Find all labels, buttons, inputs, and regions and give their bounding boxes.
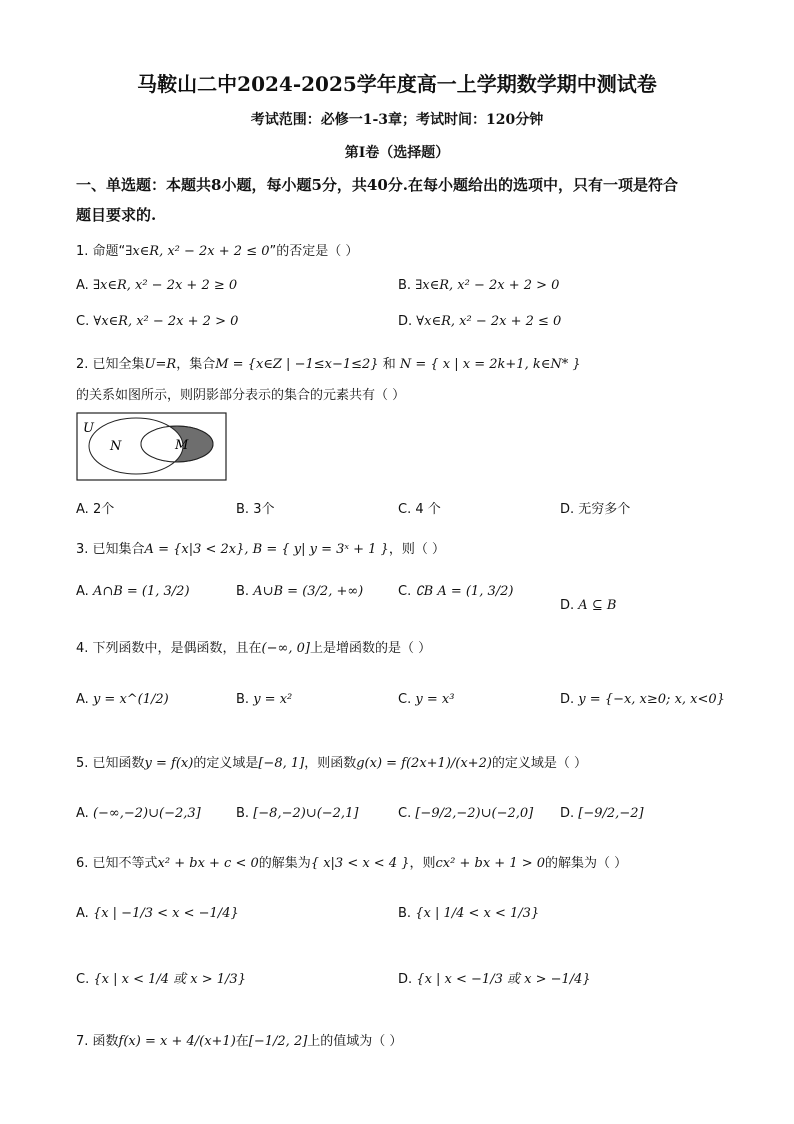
q6-option-a[interactable] <box>76 906 239 921</box>
q6-option-d[interactable] <box>398 968 591 987</box>
option-text: 2个 <box>92 502 115 517</box>
option-math: [−9/2,−2)∪(−2,0] <box>415 806 534 821</box>
option-label: B. <box>236 806 250 821</box>
q3-math: A = {x|3 < 2x}, B = { y| y = 3ˣ + 1 } <box>144 542 389 557</box>
q5-option-d[interactable] <box>560 806 644 821</box>
option-label: A. <box>76 502 89 517</box>
q3-option-d[interactable] <box>560 598 616 613</box>
venn-label-m: M <box>175 438 189 453</box>
q3-option-a[interactable] <box>76 584 190 599</box>
q5-option-a[interactable] <box>76 806 201 821</box>
q5-domain-math: [−8, 1] <box>258 756 305 771</box>
q6-text-b: 的解集为 <box>258 856 311 871</box>
q2-text-c: 和 <box>382 357 396 372</box>
q2-option-b[interactable] <box>236 498 274 517</box>
option-label: D. <box>560 502 575 517</box>
q5-text-d: 的定义域是（ ） <box>491 756 588 771</box>
option-label: B. <box>236 502 250 517</box>
option-math: A ⊆ B <box>578 598 617 613</box>
option-label: D. <box>560 806 575 821</box>
q2-text-b: ，集合 <box>176 357 216 372</box>
venn-label-u: U <box>83 421 94 436</box>
question-2-stem-line2: 的关系如图所示，则阴影部分表示的集合的元素共有（ ） <box>76 388 406 403</box>
q2-option-c[interactable] <box>398 498 441 517</box>
option-label: B. <box>236 692 250 707</box>
q6-ineq2-math: cx² + bx + 1 > 0 <box>435 856 546 871</box>
q5-g-math: g(x) = f(2x+1)/(x+2) <box>356 756 492 771</box>
q6-text-d: 的解集为（ ） <box>545 856 628 871</box>
exam-title: 马鞍山二中2024-2025学年度高一上学期数学期中测试卷 <box>137 72 657 96</box>
q4-option-a[interactable] <box>76 692 169 707</box>
q4-option-b[interactable] <box>236 692 292 707</box>
option-math: ∀x∈R, x² − 2x + 2 ≤ 0 <box>416 314 562 329</box>
option-label: B. <box>398 906 412 921</box>
q7-text-c: 上的值域为（ ） <box>307 1034 403 1049</box>
option-label: A. <box>76 906 89 921</box>
option-label: D. <box>560 692 575 707</box>
q7-f-math: f(x) = x + 4/(x+1) <box>118 1034 236 1049</box>
option-math: [−8,−2)∪(−2,1] <box>253 806 359 821</box>
q6-ineq-math: x² + bx + c < 0 <box>157 856 259 871</box>
option-math: y = x^(1/2) <box>92 692 169 707</box>
q2-set-m-math: M = {x∈Z | −1≤x−1≤2} <box>215 357 379 372</box>
section-heading-line2: 题目要求的. <box>76 206 157 224</box>
option-math: y = {−x, x≥0; x, x<0} <box>578 692 725 707</box>
option-math: y = x² <box>253 692 293 707</box>
question-1-stem <box>76 240 358 259</box>
question-4-stem <box>76 637 431 656</box>
option-label: C. <box>398 584 412 599</box>
q4-option-c[interactable] <box>398 692 454 707</box>
option-text: 无穷多个 <box>578 502 631 517</box>
venn-label-n: N <box>110 439 122 454</box>
q2-set-n-math: N = { x | x = 2k+1, k∈N* } <box>399 357 581 372</box>
q2-text-a: 2. 已知全集 <box>76 357 145 372</box>
q1-math: ∃x∈R, x² − 2x + 2 ≤ 0 <box>125 244 270 259</box>
option-math: (−∞,−2)∪(−2,3] <box>92 806 201 821</box>
q1-option-a[interactable] <box>76 278 237 293</box>
q5-f-math: y = f(x) <box>144 756 194 771</box>
exam-part: 第Ⅰ卷（选择题） <box>344 145 450 161</box>
q2-universe-math: U=R <box>144 357 177 372</box>
option-math: {x | x < −1/3 或 x > −1/4} <box>416 972 591 987</box>
option-text: 4 个 <box>415 502 441 517</box>
option-label: D. <box>560 598 575 613</box>
q1-option-c[interactable] <box>76 314 238 329</box>
option-label: C. <box>76 314 90 329</box>
q2-option-d[interactable] <box>560 498 630 517</box>
q6-option-b[interactable] <box>398 906 539 921</box>
q5-text-c: ，则函数 <box>304 756 357 771</box>
q1-option-d[interactable] <box>398 314 561 329</box>
question-7-stem <box>76 1030 402 1049</box>
option-label: D. <box>398 972 413 987</box>
option-label: C. <box>398 692 412 707</box>
q5-text-b: 的定义域是 <box>193 756 259 771</box>
option-math: ∁B A = (1, 3/2) <box>415 584 514 599</box>
q1-text-a: 1. 命题“ <box>76 244 126 259</box>
q3-option-c[interactable] <box>398 584 513 599</box>
q3-option-b[interactable] <box>236 584 363 599</box>
question-5-stem <box>76 752 587 771</box>
option-math: ∃x∈R, x² − 2x + 2 > 0 <box>415 278 560 293</box>
q6-solution-math: { x|3 < x < 4 } <box>310 856 410 871</box>
option-math: {x | −1/3 < x < −1/4} <box>92 906 239 921</box>
option-math: A∪B = (3/2, +∞) <box>253 584 364 599</box>
q3-text-a: 3. 已知集合 <box>76 542 145 557</box>
q4-text-b: 上是增函数的是（ ） <box>309 641 432 656</box>
option-label: C. <box>398 806 412 821</box>
venn-diagram <box>76 412 228 482</box>
q6-option-c[interactable] <box>76 968 246 987</box>
option-math: [−9/2,−2] <box>578 806 644 821</box>
section-heading-line1: 一、单选题：本题共8小题，每小题5分，共40分.在每小题给出的选项中，只有一项是符合 <box>76 176 678 194</box>
option-label: C. <box>76 972 90 987</box>
option-math: y = x³ <box>415 692 455 707</box>
q7-text-b: 在 <box>235 1034 249 1049</box>
q7-interval-math: [−1/2, 2] <box>248 1034 308 1049</box>
question-6-stem <box>76 852 627 871</box>
q4-text-a: 4. 下列函数中，是偶函数，且在 <box>76 641 262 656</box>
q4-option-d[interactable] <box>560 692 725 707</box>
q4-math: (−∞, 0] <box>261 641 310 656</box>
exam-range: 考试范围：必修一1-3章；考试时间：120分钟 <box>250 112 544 128</box>
option-label: C. <box>398 502 412 517</box>
q5-option-c[interactable] <box>398 806 533 821</box>
q6-text-a: 6. 已知不等式 <box>76 856 158 871</box>
q5-option-b[interactable] <box>236 806 358 821</box>
option-math: ∀x∈R, x² − 2x + 2 > 0 <box>93 314 239 329</box>
q6-text-c: ，则 <box>409 856 436 871</box>
question-2-stem <box>76 353 581 372</box>
option-label: A. <box>76 806 89 821</box>
q3-text-b: ，则（ ） <box>388 542 445 557</box>
option-label: B. <box>398 278 412 293</box>
option-math: {x | 1/4 < x < 1/3} <box>415 906 540 921</box>
q1-text-b: ”的否定是（ ） <box>269 244 359 259</box>
q2-option-a[interactable] <box>76 498 114 517</box>
q7-text-a: 7. 函数 <box>76 1034 119 1049</box>
option-label: A. <box>76 278 89 293</box>
q1-option-b[interactable] <box>398 278 559 293</box>
option-label: A. <box>76 692 89 707</box>
option-label: B. <box>236 584 250 599</box>
option-label: D. <box>398 314 413 329</box>
question-3-stem <box>76 538 445 557</box>
option-text: 3个 <box>253 502 275 517</box>
q5-text-a: 5. 已知函数 <box>76 756 145 771</box>
option-math: ∃x∈R, x² − 2x + 2 ≥ 0 <box>92 278 238 293</box>
option-math: {x | x < 1/4 或 x > 1/3} <box>93 972 246 987</box>
option-label: A. <box>76 584 89 599</box>
option-math: A∩B = (1, 3/2) <box>92 584 190 599</box>
